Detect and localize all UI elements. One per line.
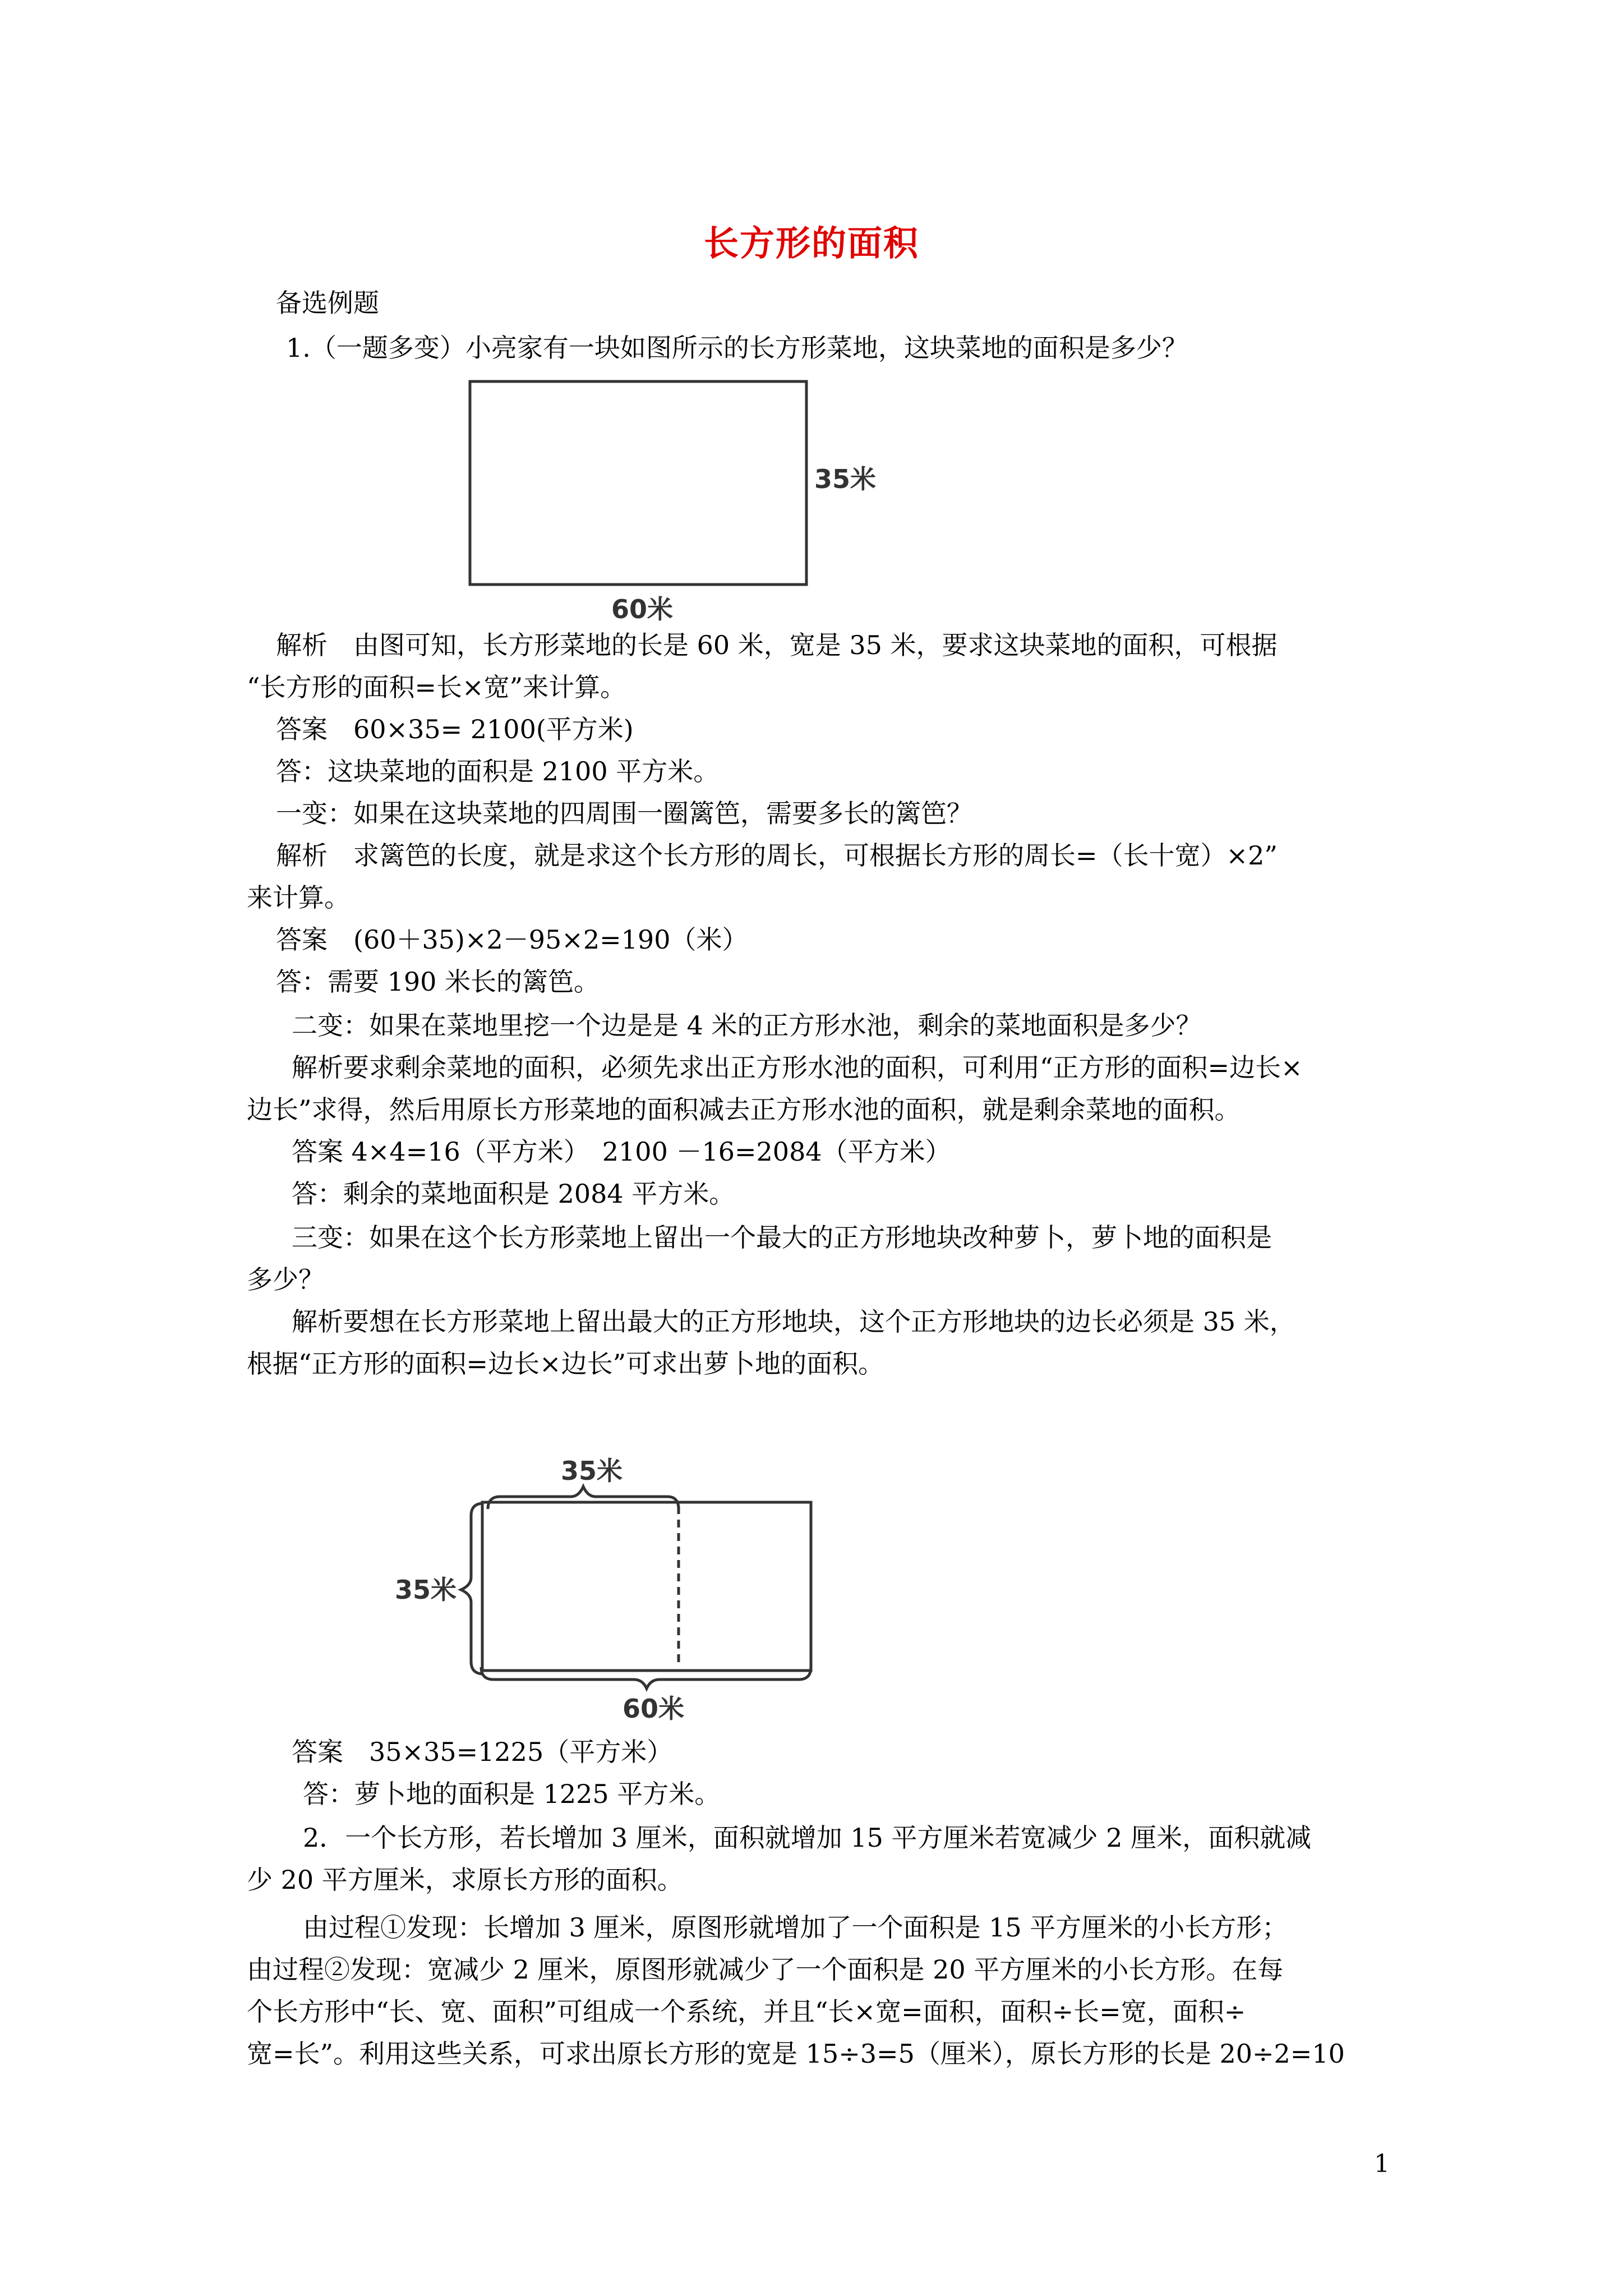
q2-para-line4: 宽=长”。利用这些关系，可求出原长方形的宽是 15÷3=5（厘米），原长方形的长是 20÷2=10 [247,2039,1345,2069]
section-label: 备选例题 [276,288,379,318]
q2-para-line1: 由过程①发现：长增加 3 厘米，原图形就增加了一个面积是 15 平方厘米的小长方形； [303,1912,1288,1943]
q1-reply: 答：这块菜地的面积是 2100 平方米。 [276,756,720,786]
v3-question-line2: 多少？ [247,1264,324,1295]
v3-question-line1: 三变：如果在这个长方形菜地上留出一个最大的正方形地块改种萝卜，萝卜地的面积是 [292,1222,1272,1253]
v2-reply: 答：剩余的菜地面积是 2084 平方米。 [292,1179,735,1209]
figure2-top-brace [488,1487,679,1509]
v1-answer: 答案 (60＋35)×2－95×2=190（米） [276,924,748,955]
v1-analysis-line2: 来计算。 [247,882,350,913]
figure1-length-label: 60米 [611,594,674,624]
v2-question: 二变：如果在菜地里挖一个边是是 4 米的正方形水池，剩余的菜地面积是多少？ [292,1010,1202,1041]
v1-reply: 答：需要 190 米长的篱笆。 [276,967,600,997]
v3-analysis-line2: 根据“正方形的面积=边长×边长”可求出萝卜地的面积。 [247,1349,884,1379]
figure2-left-brace [461,1503,483,1674]
v2-analysis-line1: 解析要求剩余菜地的面积，必须先求出正方形水池的面积，可利用“正方形的面积=边长× [292,1052,1303,1083]
q2-para-line3: 个长方形中“长、宽、面积”可组成一个系统，并且“长×宽=面积，面积÷长=宽，面积÷ [247,1996,1246,2027]
figure2-rectangle [482,1502,811,1671]
v2-answer: 答案 4×4=16（平方米） 2100 －16=2084（平方米） [292,1137,951,1167]
q1-question: 1.（一题多变）小亮家有一块如图所示的长方形菜地，这块菜地的面积是多少？ [286,333,1188,363]
q2-question-line2: 少 20 平方厘米，求原长方形的面积。 [247,1865,683,1895]
v2-analysis-line2: 边长”求得，然后用原长方形菜地的面积减去正方形水池的面积，就是剩余菜地的面积。 [247,1094,1241,1125]
q1-analysis-line1: 解析 由图可知，长方形菜地的长是 60 米，宽是 35 米，要求这块菜地的面积，可根据 [276,630,1278,660]
v3-analysis-line1: 解析要想在长方形菜地上留出最大的正方形地块，这个正方形地块的边长必须是 35 米， [292,1306,1295,1337]
figure2-left-label: 35米 [395,1575,457,1605]
v3-answer: 答案 35×35=1225（平方米） [292,1737,673,1767]
figure1-width-label: 35米 [814,464,877,494]
v1-analysis-line1: 解析 求篱笆的长度，就是求这个长方形的周长，可根据长方形的周长=（长十宽）×2” [276,840,1278,871]
q1-answer: 答案 60×35= 2100(平方米) [276,714,634,744]
rectangle-figure-1 [460,376,909,628]
v3-reply: 答：萝卜地的面积是 1225 平方米。 [303,1779,721,1809]
q1-analysis-line2: “长方形的面积=长×宽”来计算。 [247,672,626,702]
figure1-rectangle [470,381,806,585]
v1-question: 一变：如果在这块菜地的四周围一圈篱笆，需要多长的篱笆？ [276,798,972,829]
figure2-top-label: 35米 [561,1456,623,1486]
figure2-bottom-label: 60米 [623,1694,685,1724]
q2-para-line2: 由过程②发现：宽减少 2 厘米，原图形就减少了一个面积是 20 平方厘米的小长方形。在每 [247,1954,1284,1985]
q2-question-line1: 2．一个长方形，若长增加 3 厘米，面积就增加 15 平方厘米若宽减少 2 厘米，面积就减 [303,1823,1312,1853]
rectangle-figure-2 [387,1447,880,1739]
page-number: 1 [1374,2150,1390,2178]
page-title: 长方形的面积 [703,223,919,264]
